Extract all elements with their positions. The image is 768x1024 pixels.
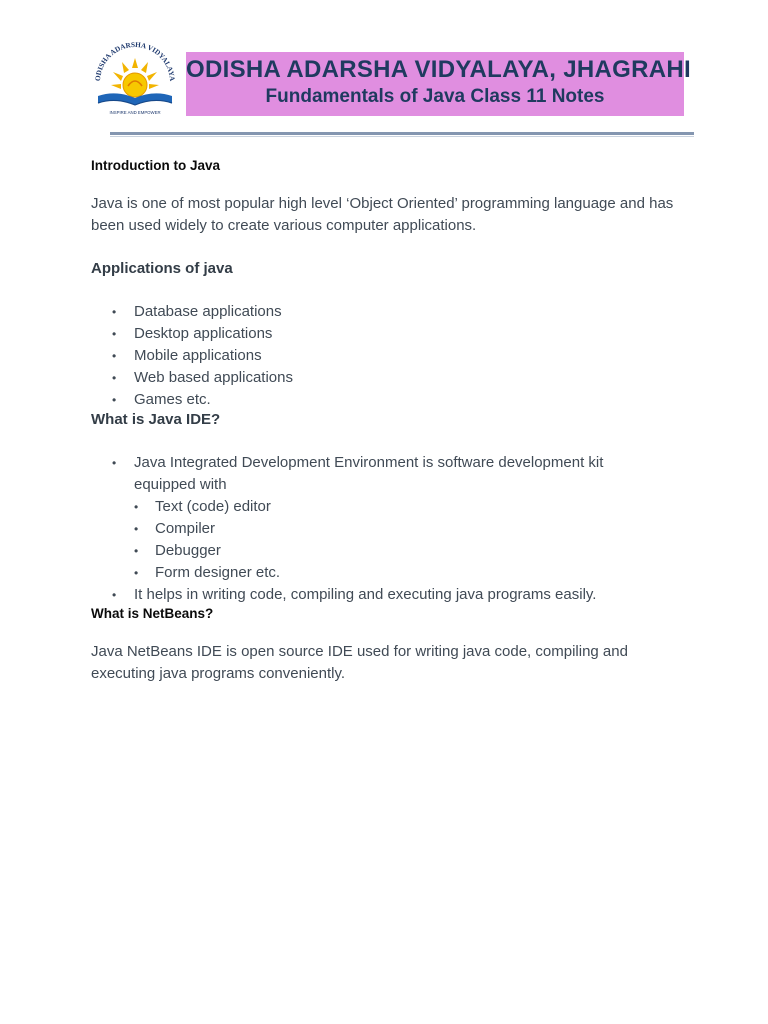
header-banner <box>186 52 691 116</box>
notes-subtitle: Fundamentals of Java Class 11 Notes <box>265 86 605 107</box>
netbeans-heading: What is NetBeans? <box>91 606 214 621</box>
svg-text:INSPIRE AND EMPOWER: INSPIRE AND EMPOWER <box>109 110 161 115</box>
school-logo <box>92 40 178 120</box>
list-item: • Debugger <box>134 540 691 562</box>
list-item <box>91 452 691 584</box>
svg-text:ODISHA ADARSHA VIDYALAYA: ODISHA ADARSHA VIDYALAYA <box>93 40 177 82</box>
notes-content <box>91 158 691 685</box>
school-title: ODISHA ADARSHA VIDYALAYA, JHAGRAHI <box>186 56 691 83</box>
intro-heading: Introduction to Java <box>91 158 221 173</box>
ide-list <box>91 452 691 606</box>
list-item: • Desktop applications <box>91 323 691 345</box>
ide-heading: What is Java IDE? <box>91 411 221 428</box>
list-item: • Compiler <box>134 518 691 540</box>
list-item: • Mobile applications <box>91 345 691 367</box>
list-item: • Text (code) editor <box>134 496 691 518</box>
list-item: • Games etc. <box>91 389 691 411</box>
intro-paragraph: Java is one of most popular high level ‘Object Oriented’ programming language and has been used widely to create various computer applications. <box>91 195 674 234</box>
header-divider <box>110 132 694 135</box>
ide-sublist <box>134 496 691 584</box>
list-item: • Database applications <box>91 301 691 323</box>
list-item: • Web based applications <box>91 367 691 389</box>
list-item: • Form designer etc. <box>134 562 691 584</box>
netbeans-paragraph: Java NetBeans IDE is open source IDE used for writing java code, compiling and executing java programs conveniently. <box>91 643 628 682</box>
header-divider-shadow <box>110 136 694 137</box>
applications-list <box>91 301 691 411</box>
applications-heading: Applications of java <box>91 260 233 277</box>
ide-description: • Java Integrated Development Environment is software development kit equipped with <box>134 454 604 493</box>
list-item: • It helps in writing code, compiling and executing java programs easily. <box>91 584 691 606</box>
